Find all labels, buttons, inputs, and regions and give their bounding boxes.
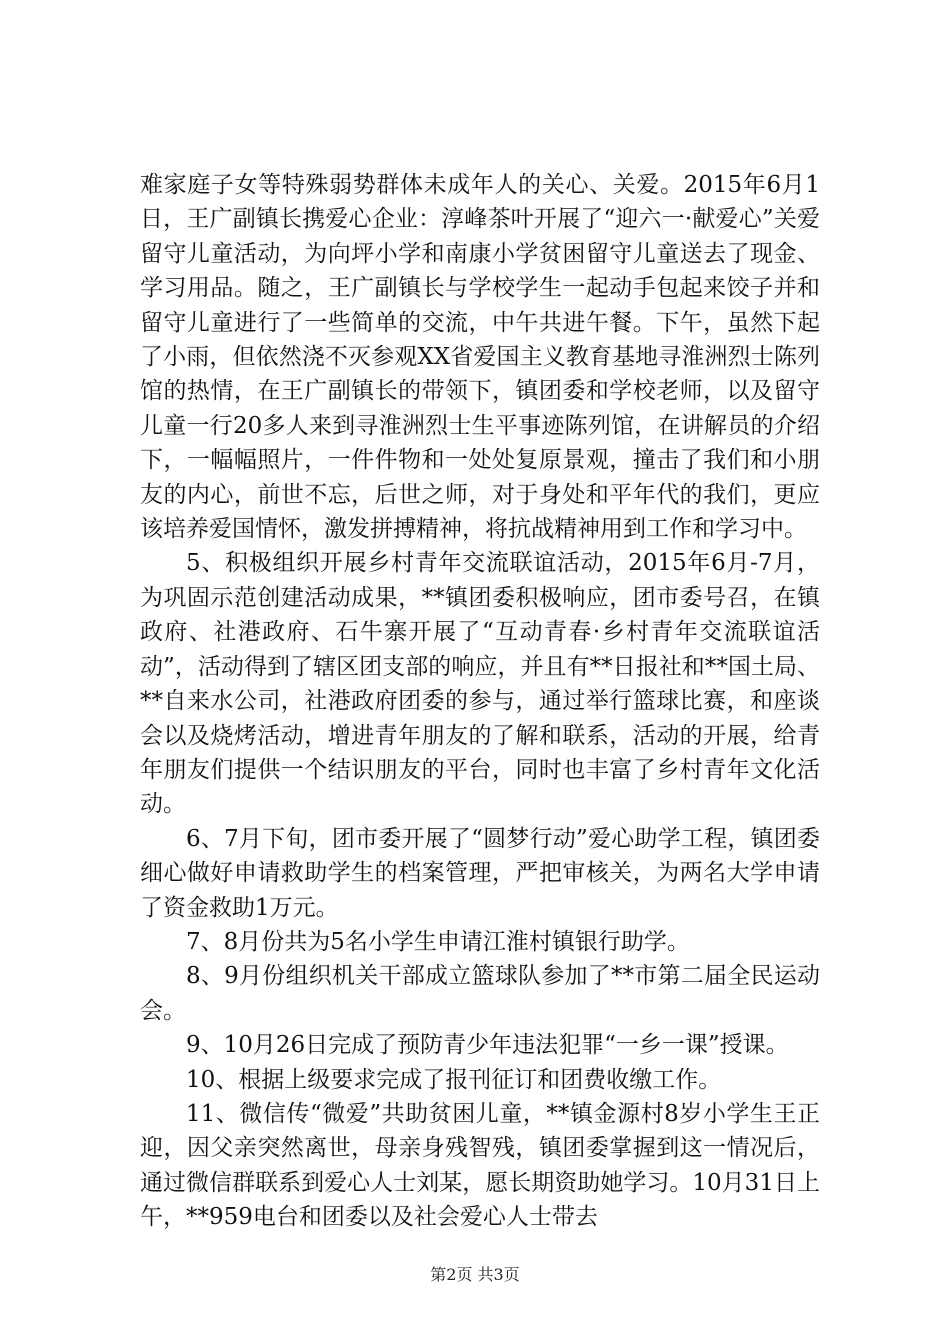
document-body bbox=[140, 168, 820, 1235]
paragraph-7: 10、根据上级要求完成了报刊征订和团费收缴工作。 bbox=[186, 1066, 722, 1093]
paragraph-5: 8、9月份组织机关干部成立篮球队参加了**市第二届全民运动会。 bbox=[140, 963, 820, 1024]
paragraph-8: 11、微信传“微爱”共助贫困儿童，**镇金源村8岁小学生王正迎，因父亲突然离世，母亲身残智残，镇团委掌握到这一情况后，通过微信群联系到爱心人士刘某，愿长期资助她学习。10月31日上午，**959电台和团委以及社会爱心人士带去 bbox=[140, 1100, 820, 1231]
page-footer: 第2页 共3页 bbox=[430, 1265, 520, 1284]
paragraph-2: 5、积极组织开展乡村青年交流联谊活动，2015年6月-7月，为巩固示范创建活动成果，**镇团委积极响应，团市委号召，在镇政府、社港政府、石牛寨开展了“互动青春·乡村青年交流联谊活动”，活动得到了辖区团支部的响应，并且有**日报社和**国土局、**自来水公司，社港政府团委的参与，通过举行篮球比赛，和座谈会以及烧烤活动，增进青年朋友的了解和联系，活动的开展，给青年朋友们提供一个结识朋友的平台，同时也丰富了乡村青年文化活动。 bbox=[140, 550, 820, 818]
paragraph-4: 7、8月份共为5名小学生申请江淮村镇银行助学。 bbox=[186, 928, 690, 955]
paragraph-1: 难家庭子女等特殊弱势群体未成年人的关心、关爱。2015年6月1日，王广副镇长携爱心企业：淳峰茶叶开展了“迎六一·献爱心”关爱留守儿童活动，为向坪小学和南康小学贫困留守儿童送去了现金、学习用品。随之，王广副镇长与学校学生一起动手包起来饺子并和留守儿童进行了一些简单的交流，中午共进午餐。下午，虽然下起了小雨，但依然浇不灭参观XX省爱国主义教育基地寻淮洲烈士陈列馆的热情，在王广副镇长的带领下，镇团委和学校老师，以及留守儿童一行20多人来到寻淮洲烈士生平事迹陈列馆，在讲解员的介绍下，一幅幅照片，一件件物和一处处复原景观，撞击了我们和小朋友的内心，前世不忘，后世之师，对于身处和平年代的我们，更应该培养爱国情怀，激发拼搏精神，将抗战精神用到工作和学习中。 bbox=[140, 172, 820, 543]
paragraph-3: 6、7月下旬，团市委开展了“圆梦行动”爱心助学工程，镇团委细心做好申请救助学生的档案管理，严把审核关，为两名大学申请了资金救助1万元。 bbox=[140, 825, 820, 921]
paragraph-6: 9、10月26日完成了预防青少年违法犯罪“一乡一课”授课。 bbox=[186, 1032, 789, 1059]
